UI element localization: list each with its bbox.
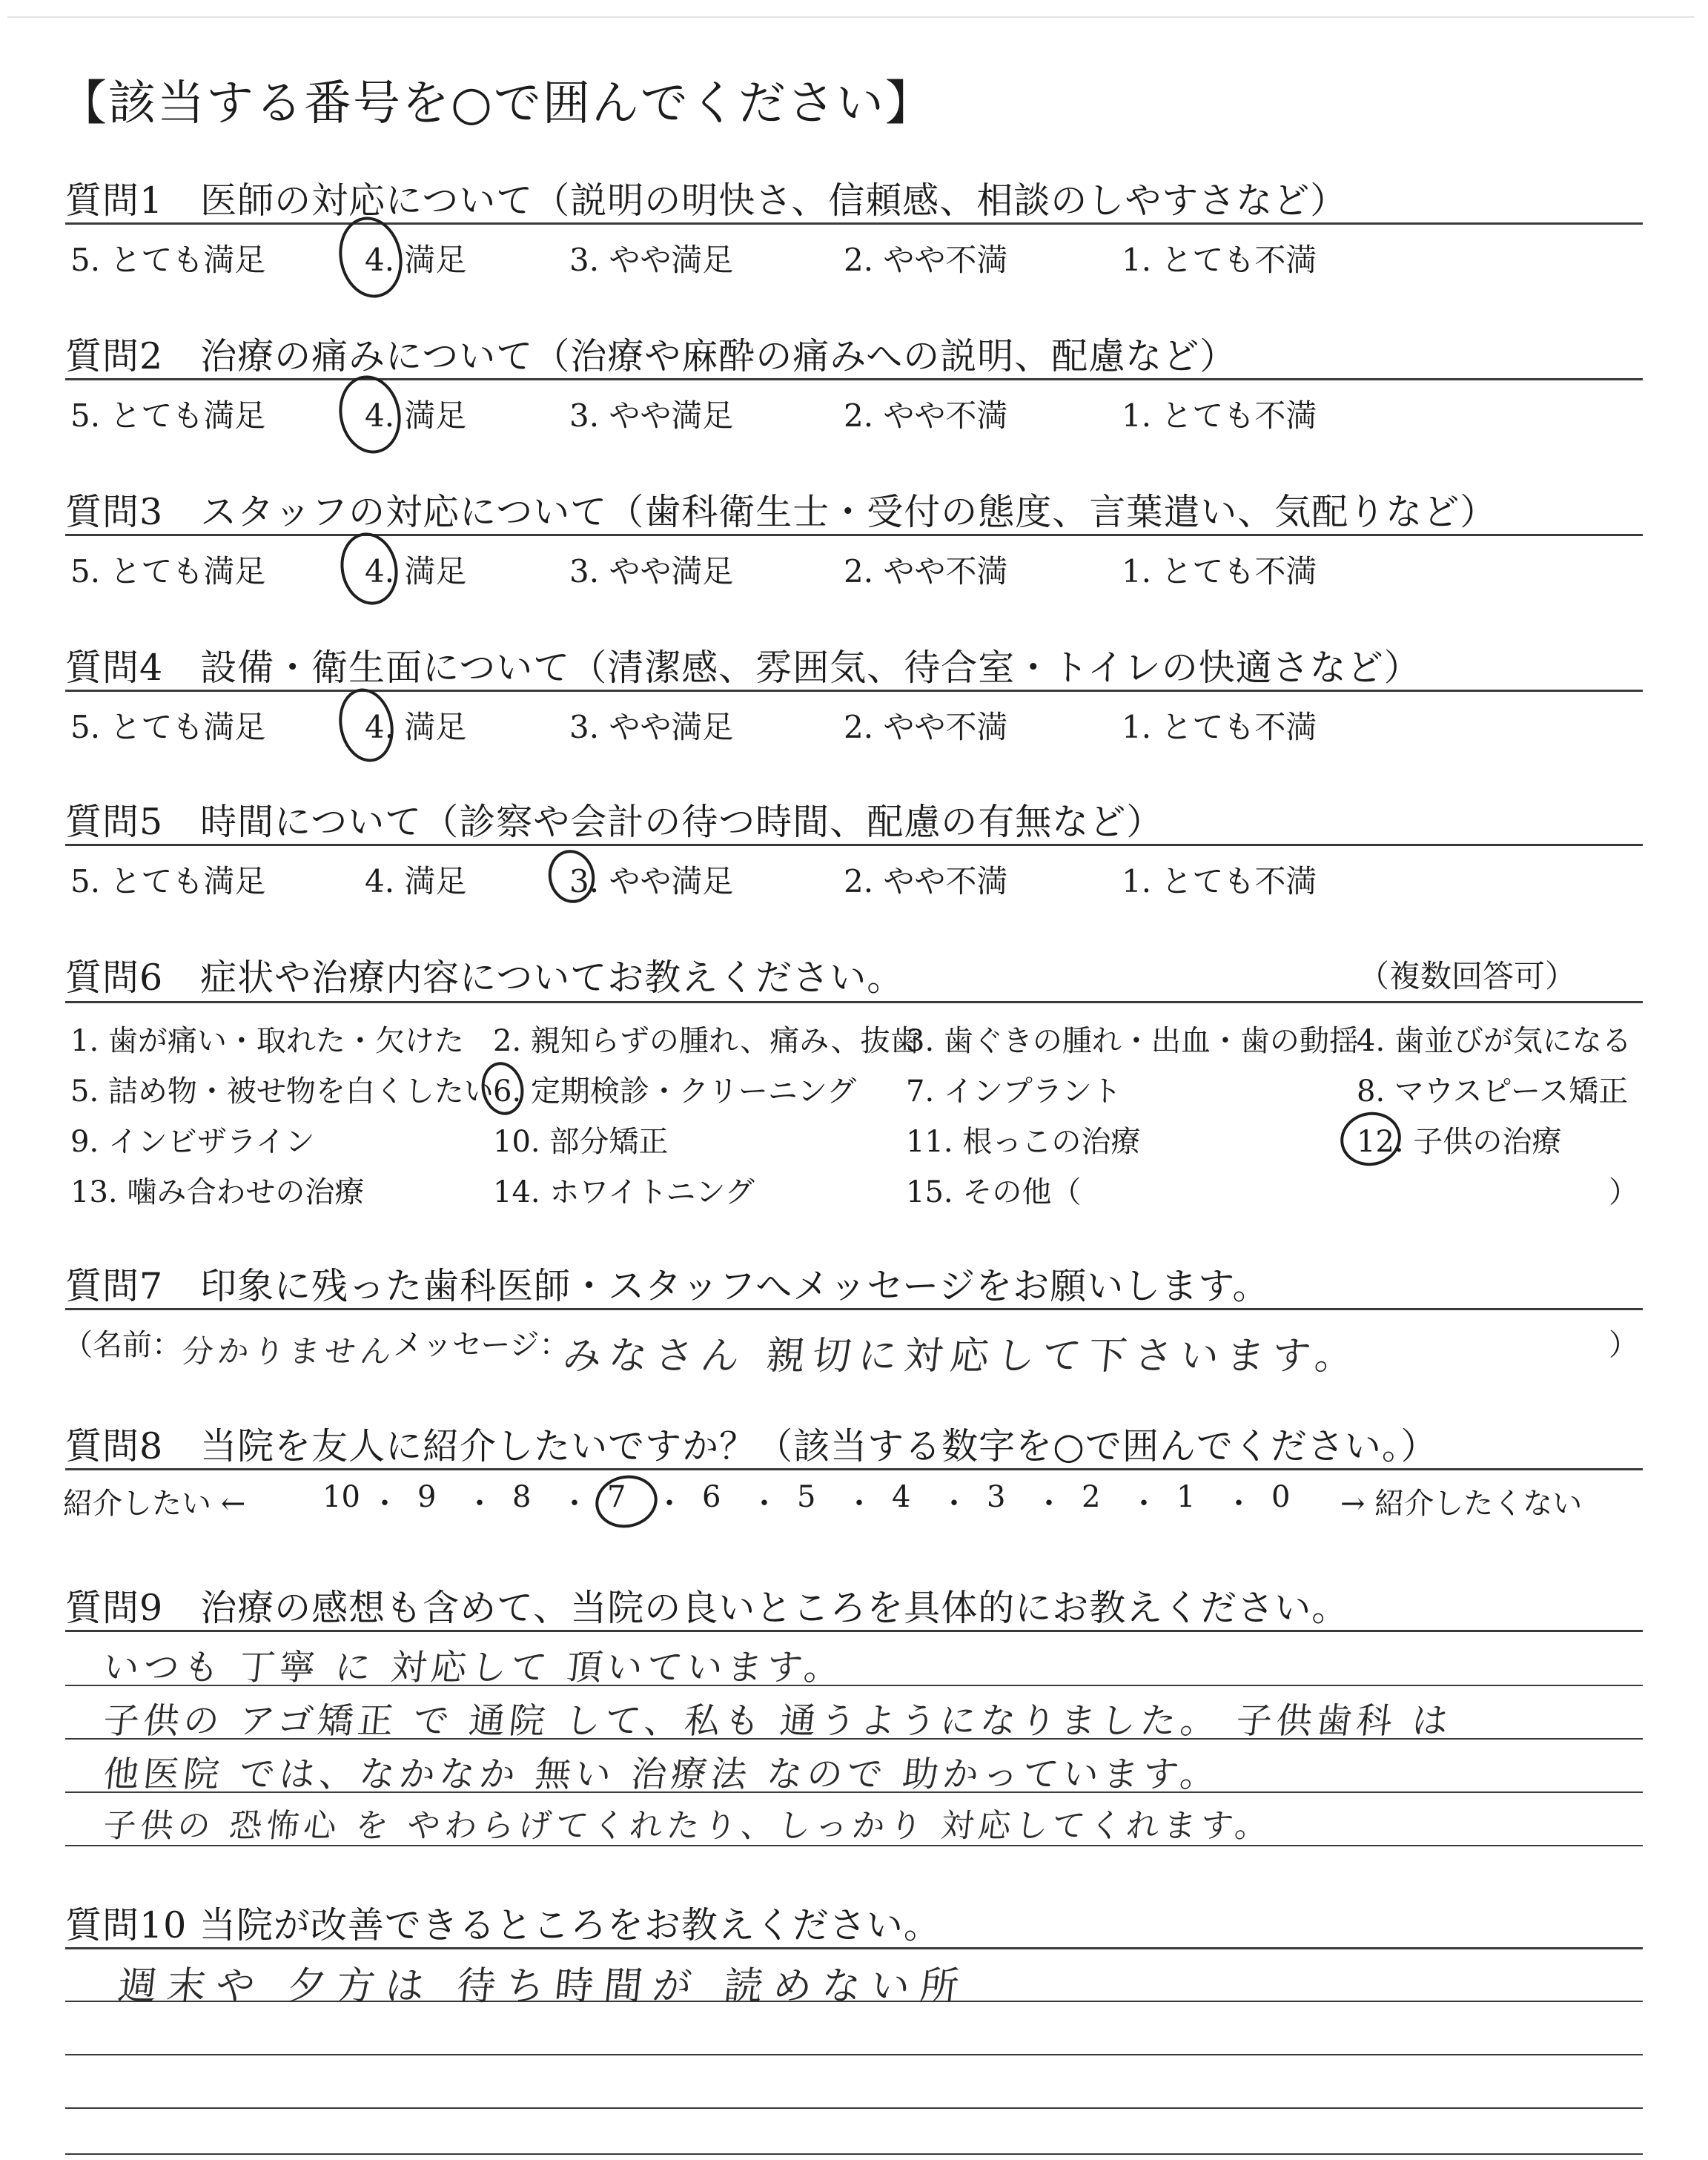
instruction-header: 【該当する番号を○で囲んでください】 [59,76,934,131]
handwritten-message: みなさん 親切に対応して下さいます。 [560,1334,1363,1378]
other-close-paren: ） [1609,1175,1638,1209]
scale-value-6[interactable]: 6 [702,1480,721,1514]
question-title: 質問1 医師の対応について（説明の明快さ、信頼感、相談のしやすさなど） [65,179,1348,222]
divider [65,378,1643,380]
rating-4[interactable]: 4. 満足 [365,553,467,589]
divider [65,1308,1643,1310]
rating-2[interactable]: 2. やや不満 [844,709,1008,745]
scale-separator: ・ [370,1487,400,1521]
rating-5[interactable]: 5. とても満足 [70,553,266,589]
question-title: 質問5 時間について（診察や会計の待つ時間、配慮の有無など） [65,801,1164,843]
scale-value-8[interactable]: 8 [512,1480,532,1514]
question-title: 質問2 治療の痛みについて（治療や麻酔の痛みへの説明、配慮など） [65,335,1237,377]
divider [65,844,1643,846]
rating-2[interactable]: 2. やや不満 [844,553,1008,589]
option-item[interactable]: 13. 噛み合わせの治療 [70,1175,365,1209]
rating-5[interactable]: 5. とても満足 [70,863,266,899]
divider [65,690,1643,692]
selection-circle [332,370,408,460]
rating-1[interactable]: 1. とても不満 [1122,709,1317,745]
rating-5[interactable]: 5. とても満足 [70,397,266,434]
rating-3[interactable]: 3. やや満足 [569,242,734,278]
writing-line [65,2054,1643,2055]
scale-value-5[interactable]: 5 [797,1480,816,1514]
option-item[interactable]: 9. インビザライン [70,1125,315,1159]
selection-circle [1335,1106,1406,1171]
selection-circle [334,527,405,610]
rating-3[interactable]: 3. やや満足 [569,553,734,589]
option-item[interactable]: 14. ホワイトニング [493,1175,755,1209]
rating-4[interactable]: 4. 満足 [365,397,467,434]
scale-value-7[interactable]: 7 [607,1480,626,1514]
selection-circle [332,684,400,767]
question-title: 質問8 当院を友人に紹介したいですか？（該当する数字を○で囲んでください。） [65,1425,1438,1467]
option-item[interactable]: 11. 根っこの治療 [906,1125,1141,1159]
scan-top-edge [7,16,1694,18]
selection-circle [331,211,409,303]
option-item[interactable]: 6. 定期検診・クリーニング [493,1074,857,1109]
question-title: 質問9 治療の感想も含めて、当院の良いところを具体的にお教えください。 [65,1587,1349,1629]
handwritten-line: 子供の アゴ矯正 で 通院 して、私も 通うようになりました。 子供歯科 は [101,1700,1454,1742]
rating-4[interactable]: 4. 満足 [365,242,467,278]
handwritten-line: いつも 丁寧 に 対応して 頂いています。 [101,1647,847,1688]
rating-1[interactable]: 1. とても不満 [1122,553,1317,589]
scale-value-3[interactable]: 3 [987,1480,1006,1514]
handwritten-line: 他医院 では、なかなか 無い 治療法 なので 助かっています。 [101,1754,1222,1795]
scale-separator: ・ [844,1487,874,1521]
divider [65,1630,1643,1632]
scale-separator: ・ [560,1487,589,1521]
scale-value-4[interactable]: 4 [892,1480,911,1514]
scale-separator: ・ [1129,1487,1159,1521]
option-item[interactable]: 7. インプラント [906,1074,1122,1109]
recommend-left-label: 紹介したい ← [63,1487,246,1521]
option-item[interactable]: 15. その他（ [906,1175,1082,1209]
option-item[interactable]: 5. 詰め物・被せ物を白くしたい [70,1074,494,1109]
rating-5[interactable]: 5. とても満足 [70,242,266,278]
scale-separator: ・ [1034,1487,1064,1521]
scale-value-2[interactable]: 2 [1082,1480,1101,1514]
divider [65,1947,1643,1949]
handwritten-name: 分かりません [180,1333,398,1370]
rating-2[interactable]: 2. やや不満 [844,397,1008,434]
writing-line [65,2153,1643,2155]
scale-value-9[interactable]: 9 [417,1480,437,1514]
option-item[interactable]: 3. 歯ぐきの腫れ・出血・歯の動揺 [906,1024,1359,1058]
message-label: メッセージ： [393,1328,569,1362]
rating-1[interactable]: 1. とても不満 [1122,863,1317,899]
rating-3[interactable]: 3. やや満足 [569,397,734,434]
question-title: 質問10 当院が改善できるところをお教えください。 [65,1904,941,1946]
rating-5[interactable]: 5. とても満足 [70,709,266,745]
option-item[interactable]: 10. 部分矯正 [493,1125,669,1159]
selection-circle [591,1470,663,1533]
multiple-answer-note: （複数回答可） [1358,958,1577,994]
rating-2[interactable]: 2. やや不満 [844,863,1008,899]
scale-separator: ・ [655,1487,684,1521]
option-item[interactable]: 8. マウスピース矯正 [1357,1074,1629,1109]
handwritten-line: 子供の 恐怖心 を やわらげてくれたり、しっかり 対応してくれます。 [101,1807,1274,1845]
rating-1[interactable]: 1. とても不満 [1122,242,1317,278]
scale-value-0[interactable]: 0 [1271,1480,1291,1514]
scale-value-1[interactable]: 1 [1176,1480,1196,1514]
question-title: 質問4 設備・衛生面について（清潔感、雰囲気、待合室・トイレの快適さなど） [65,647,1421,689]
option-item[interactable]: 1. 歯が痛い・取れた・欠けた [70,1024,464,1058]
option-item[interactable]: 4. 歯並びが気になる [1357,1024,1632,1058]
scale-separator: ・ [465,1487,494,1521]
scale-separator: ・ [1224,1487,1254,1521]
name-label: （名前： [63,1328,182,1362]
scale-separator: ・ [939,1487,969,1521]
divider [65,1468,1643,1470]
rating-4[interactable]: 4. 満足 [365,863,467,899]
question-title: 質問3 スタッフの対応について（歯科衛生士・受付の態度、言葉遣い、気配りなど） [65,491,1497,533]
divider [65,1001,1643,1003]
rating-2[interactable]: 2. やや不満 [844,242,1008,278]
option-item[interactable]: 2. 親知らずの腫れ、痛み、抜歯 [493,1024,920,1058]
recommend-right-label: → 紹介したくない [1340,1487,1583,1521]
scale-value-10[interactable]: 10 [322,1480,360,1514]
writing-line [65,2107,1643,2109]
scale-separator: ・ [749,1487,779,1521]
rating-1[interactable]: 1. とても不満 [1122,397,1317,434]
option-item[interactable]: 12. 子供の治療 [1357,1125,1562,1159]
divider [65,222,1643,225]
handwritten-line: 週末や 夕方は 待ち時間が 読めない所 [116,1964,972,2009]
rating-3[interactable]: 3. やや満足 [569,863,734,899]
divider [65,534,1643,536]
rating-3[interactable]: 3. やや満足 [569,709,734,745]
rating-4[interactable]: 4. 満足 [365,709,467,745]
question-title: 質問7 印象に残った歯科医師・スタッフへメッセージをお願いします。 [65,1265,1270,1307]
message-close-paren: ） [1609,1328,1638,1362]
question-title: 質問6 症状や治療内容についてお教えください。 [65,957,904,999]
